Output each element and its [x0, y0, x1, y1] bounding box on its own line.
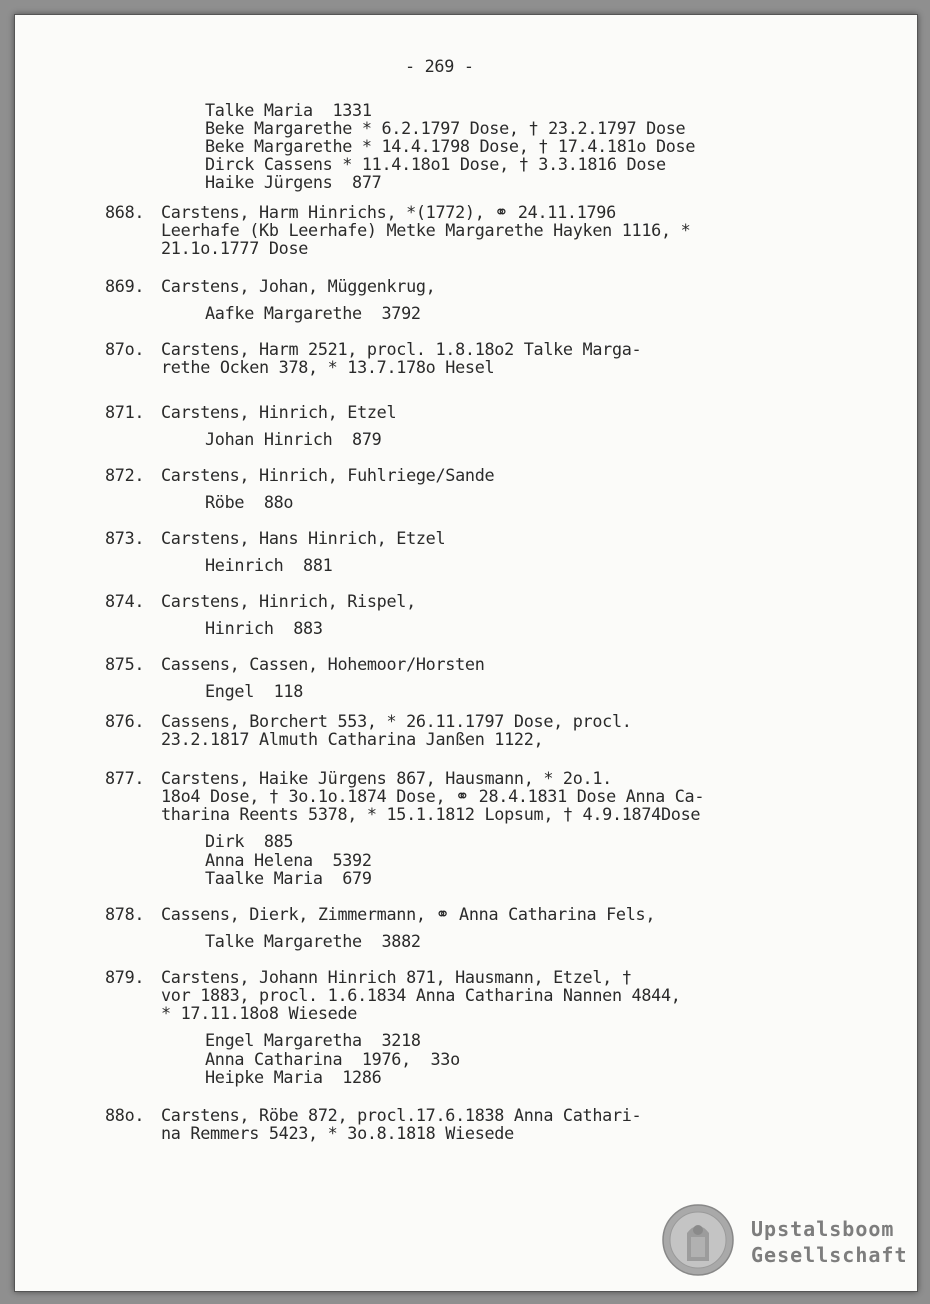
child-line: Engel 118: [205, 681, 304, 701]
entry-line: 21.1o.1777 Dose: [161, 238, 309, 259]
logo-line-1: Upstalsboom: [751, 1217, 895, 1241]
entry-number: 878.: [105, 904, 145, 924]
entry-heading: Carstens, Hinrich, Fuhlriege/Sande: [161, 465, 495, 485]
intro-line: Talke Maria 1331: [205, 100, 372, 120]
entry-line: * 17.11.18o8 Wiesede: [161, 1003, 358, 1024]
seal-logo-icon: [661, 1203, 735, 1277]
child-line: Heinrich 881: [205, 555, 333, 575]
child-line: Dirk 885: [205, 831, 294, 852]
entry-heading: Carstens, Hans Hinrich, Etzel: [161, 528, 446, 548]
entry-heading: Carstens, Johan, Müggenkrug,: [161, 276, 436, 296]
entry-line: Leerhafe (Kb Leerhafe) Metke Margarethe Hayken 1116, *: [161, 220, 691, 241]
intro-line: Beke Margarethe * 6.2.1797 Dose, † 23.2.1797 Dose: [205, 118, 686, 138]
intro-line: Dirck Cassens * 11.4.18o1 Dose, † 3.3.1816 Dose: [205, 154, 666, 174]
entry-line: tharina Reents 5378, * 15.1.1812 Lopsum, † 4.9.1874Dose: [161, 804, 701, 825]
entry-number: 868.: [105, 202, 145, 222]
child-line: Röbe 88o: [205, 492, 294, 512]
page-number: - 269 -: [405, 56, 474, 76]
child-line: Hinrich 883: [205, 618, 323, 638]
entry-heading: Carstens, Hinrich, Etzel: [161, 402, 397, 422]
entry-number: 869.: [105, 276, 145, 296]
logo-line-2: Gesellschaft: [751, 1243, 908, 1267]
entry-line: vor 1883, procl. 1.6.1834 Anna Catharina Nannen 4844,: [161, 985, 681, 1006]
child-line: Aafke Margarethe 3792: [205, 303, 421, 323]
intro-line: Haike Jürgens 877: [205, 172, 382, 192]
entry-number: 877.: [105, 768, 145, 788]
entry-heading: Carstens, Harm 2521, procl. 1.8.18o2 Talke Marga-: [161, 339, 642, 359]
entry-heading: Cassens, Borchert 553, * 26.11.1797 Dose, procl.: [161, 711, 632, 731]
entry-heading: Carstens, Johann Hinrich 871, Hausmann, Etzel, †: [161, 967, 632, 987]
entry-number: 875.: [105, 654, 145, 674]
child-line: Johan Hinrich 879: [205, 429, 382, 449]
entry-number: 87o.: [105, 339, 145, 359]
child-line: Taalke Maria 679: [205, 867, 372, 888]
entry-heading: Carstens, Hinrich, Rispel,: [161, 591, 416, 611]
child-line: Engel Margaretha 3218: [205, 1030, 421, 1051]
entry-number: 871.: [105, 402, 145, 422]
entry-number: 873.: [105, 528, 145, 548]
entry-number: 874.: [105, 591, 145, 611]
entry-heading: Carstens, Harm Hinrichs, *(1772), ⚭ 24.11.1796: [161, 202, 616, 222]
child-line: Heipke Maria 1286: [205, 1066, 382, 1087]
child-line: Anna Helena 5392: [205, 849, 372, 870]
entry-heading: Cassens, Cassen, Hohemoor/Horsten: [161, 654, 485, 674]
entry-number: 879.: [105, 967, 145, 987]
entry-number: 88o.: [105, 1105, 145, 1125]
entry-line: na Remmers 5423, * 3o.8.1818 Wiesede: [161, 1123, 514, 1144]
intro-line: Beke Margarethe * 14.4.1798 Dose, † 17.4.181o Dose: [205, 136, 696, 156]
entry-line: rethe Ocken 378, * 13.7.178o Hesel: [161, 357, 495, 378]
entry-line: 23.2.1817 Almuth Catharina Janßen 1122,: [161, 729, 544, 750]
child-line: Talke Margarethe 3882: [205, 931, 421, 951]
entry-number: 876.: [105, 711, 145, 731]
entry-line: 18o4 Dose, † 3o.1o.1874 Dose, ⚭ 28.4.1831 Dose Anna Ca-: [161, 786, 705, 807]
child-line: Anna Catharina 1976, 33o: [205, 1048, 460, 1069]
document-page: [14, 14, 918, 1292]
entry-heading: Carstens, Haike Jürgens 867, Hausmann, * 2o.1.: [161, 768, 612, 788]
entry-number: 872.: [105, 465, 145, 485]
entry-heading: Carstens, Röbe 872, procl.17.6.1838 Anna Cathari-: [161, 1105, 642, 1125]
entry-heading: Cassens, Dierk, Zimmermann, ⚭ Anna Catharina Fels,: [161, 904, 656, 924]
